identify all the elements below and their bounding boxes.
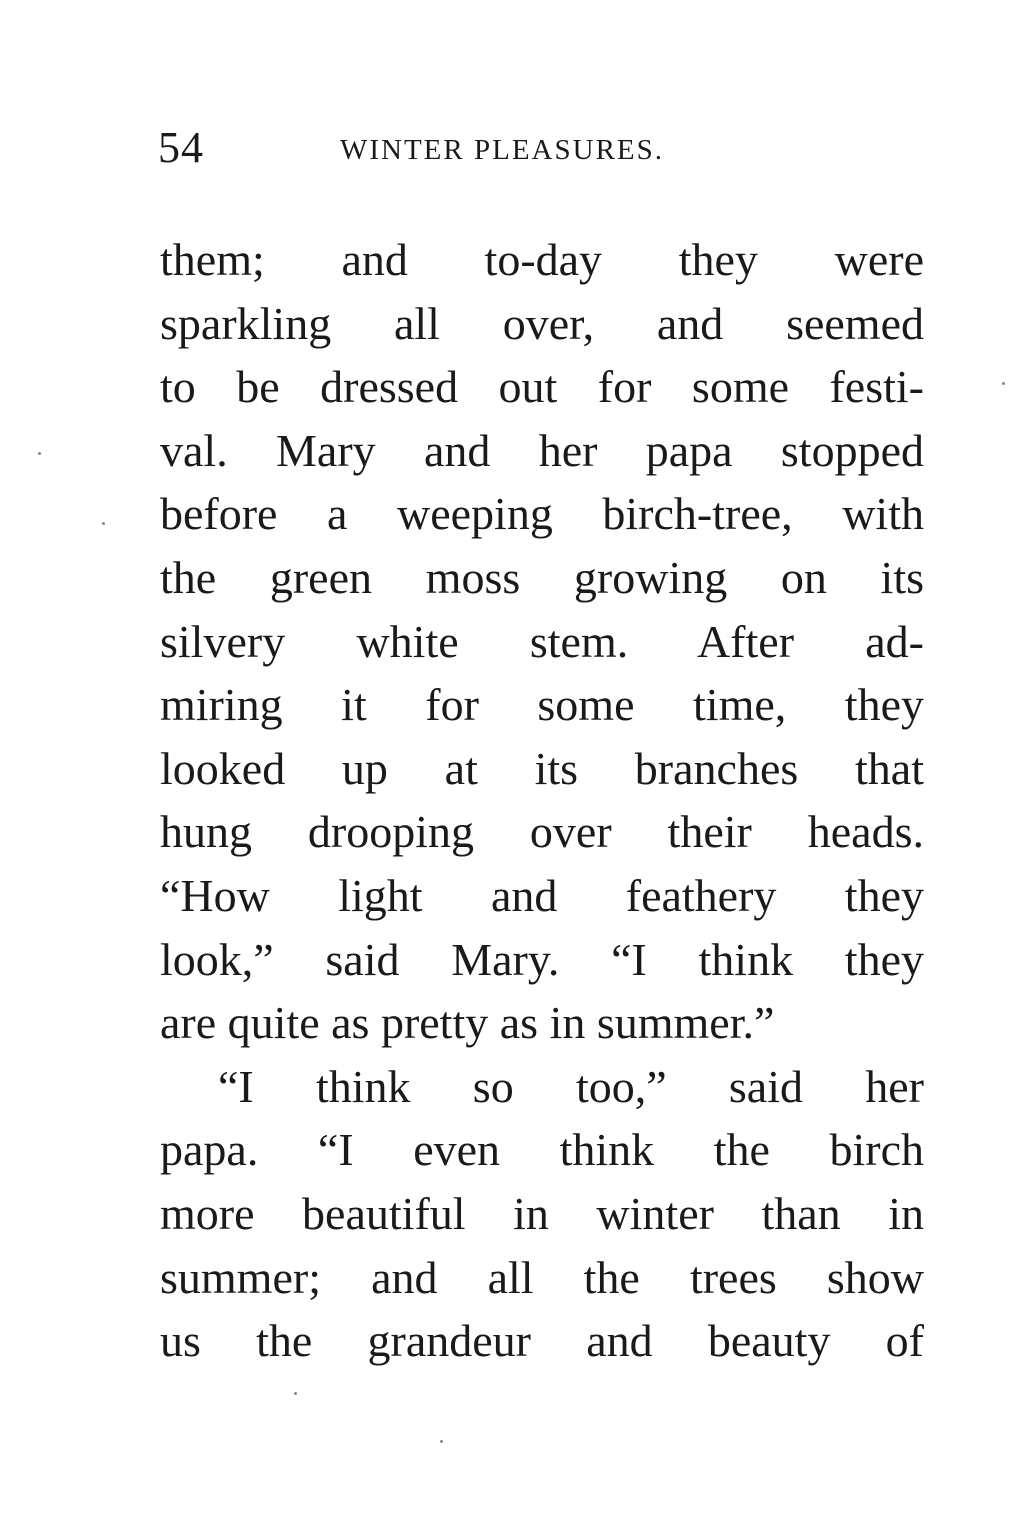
text-line: are quite as pretty as in summer.” [160,997,775,1049]
text-line: us the grandeur and beauty of [160,1315,924,1367]
running-head [158,120,758,180]
paper-speck [440,1440,443,1443]
text-line: papa. “I even think the birch [160,1124,924,1176]
text-line: looked up at its branches that [160,742,924,794]
body-text [160,228,924,1373]
text-line: val. Mary and her papa stopped [160,424,924,476]
paper-speck [1002,382,1005,385]
paper-speck [102,522,105,525]
text-line: more beautiful in winter than in [160,1187,924,1239]
text-line: “I think so too,” said her [218,1060,924,1112]
text-line: silvery white stem. After ad- [160,615,924,667]
text-line: look,” said Mary. “I think they [160,933,924,985]
text-line: before a weeping birch-tree, with [160,488,924,540]
text-line: hung drooping over their heads. [160,806,924,858]
running-title: WINTER PLEASURES. [340,134,664,166]
text-line: “How light and feathery they [160,869,924,921]
text-line: sparkling all over, and seemed [160,297,924,349]
paper-speck [294,1392,297,1395]
text-line: to be dressed out for some festi- [160,361,924,413]
text-line: miring it for some time, they [160,679,924,731]
text-line: summer; and all the trees show [160,1251,924,1303]
text-line: them; and to-day they were [160,234,924,285]
text-line: the green moss growing on its [160,551,924,603]
paper-speck [38,452,41,455]
page-number: 54 [158,123,204,172]
